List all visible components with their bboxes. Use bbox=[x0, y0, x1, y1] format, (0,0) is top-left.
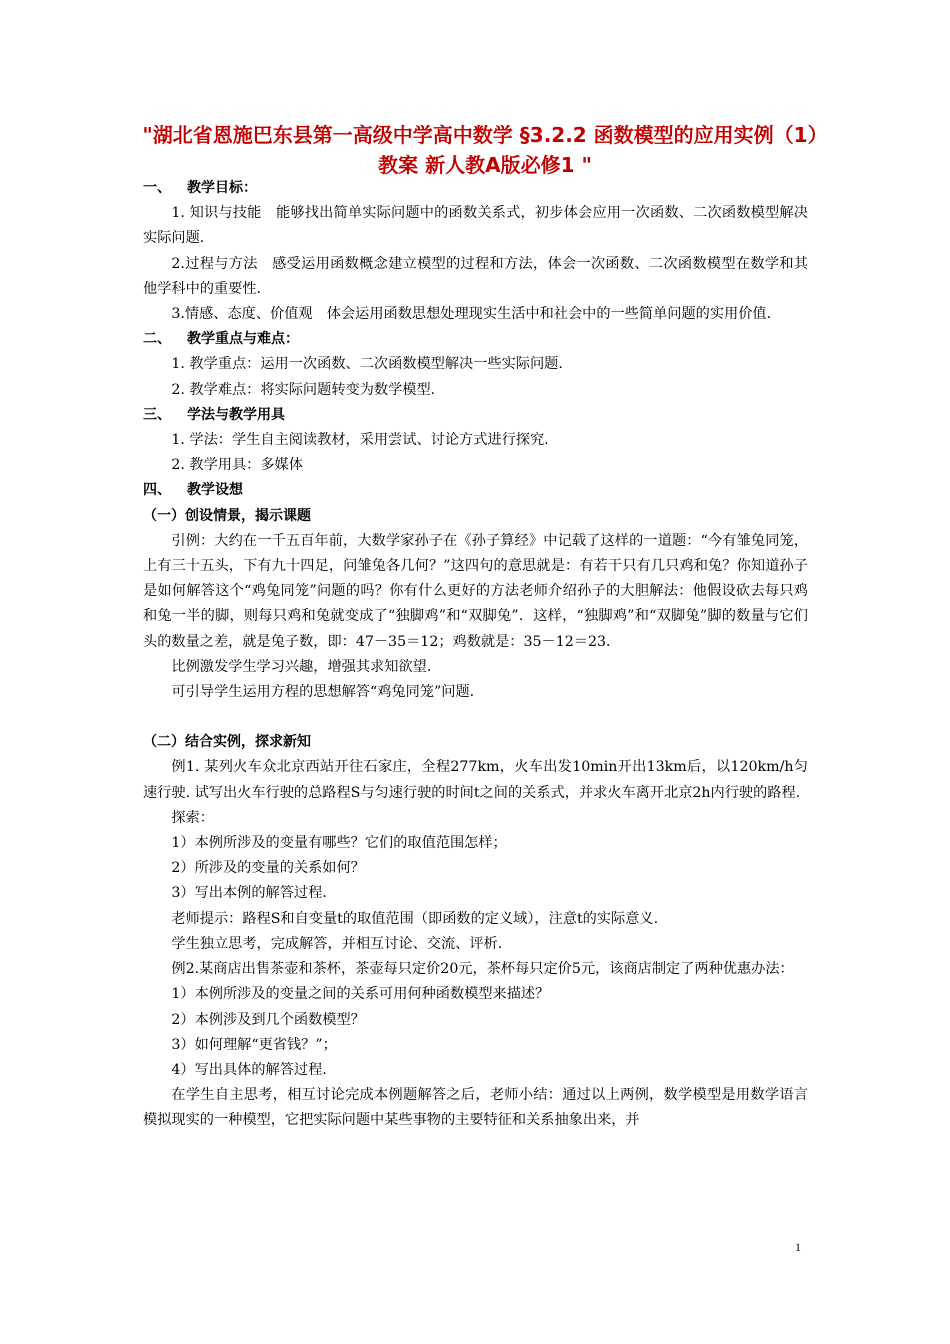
example-2-item: 1）本例所涉及的变量之间的关系可用何种函数模型来描述？ bbox=[171, 986, 550, 1003]
section-title: 学法与教学用具 bbox=[187, 406, 285, 423]
section-number: 三、 bbox=[143, 406, 171, 423]
section-heading-goals bbox=[143, 176, 808, 201]
paragraph: 可引导学生运用方程的思想解答“鸡兔同笼”问题. bbox=[171, 684, 475, 701]
page-number: 1 bbox=[795, 1240, 801, 1254]
section-heading-design bbox=[143, 478, 808, 503]
section-title: 教学重点与难点： bbox=[187, 331, 299, 348]
section-number: 一、 bbox=[143, 180, 171, 196]
example-2-item: 3）如何理解“更省钱？”； bbox=[171, 1036, 337, 1053]
example-1: 例1. 某列火车众北京西站开往石家庄，全程277km，火车出发10min开出13km后，以120km/h匀速行驶. 试写出火车行驶的总路程S与匀速行驶的时间t之间的关系式，并求火车离开北京2h内行驶的路程. bbox=[143, 759, 808, 801]
document-title: "湖北省恩施巴东县第一高级中学高中数学 §3.2.2 函数模型的应用实例（1）教案 新人教A版必修1 " bbox=[142, 123, 828, 177]
student-work: 学生独立思考，完成解答，并相互讨论、交流、评析. bbox=[171, 935, 503, 952]
teacher-hint: 老师提示：路程S和自变量t的取值范围（即函数的定义域），注意t的实际意义. bbox=[171, 910, 659, 927]
example-2: 例2.某商店出售茶壶和茶杯，茶壶每只定价20元，茶杯每只定价5元，该商店制定了两种优惠办法： bbox=[171, 961, 794, 978]
explore-label: 探索： bbox=[171, 809, 214, 826]
section-number: 四、 bbox=[143, 482, 171, 499]
section-heading-methods bbox=[143, 403, 808, 428]
key-point-item: 2. 教学难点：将实际问题转变为数学模型. bbox=[171, 381, 436, 398]
section-number: 二、 bbox=[143, 331, 171, 348]
example-2-item: 4）写出具体的解答过程. bbox=[171, 1061, 327, 1078]
paragraph-intro-example: 引例：大约在一千五百年前，大数学家孙子在《孙子算经》中记载了这样的一道题：“今有雏兔同笼，上有三十五头，下有九十四足，问雏兔各几何？”这四句的意思就是：有若干只有几只鸡和兔？你知道孙子是如何解答这个“鸡兔同笼”问题的吗？你有什么更好的方法老师介绍孙子的大胆解法：他假设砍去每只鸡和兔一半的脚，则每只鸡和兔就变成了“独脚鸡”和“双脚兔”．这样，“独脚鸡”和“双脚兔”脚的数量与它们头的数量之差，就是兔子数，即：47－35＝12；鸡数就是：35－12＝23. bbox=[143, 532, 808, 650]
subsection-heading-scenario: （一）创设情景，揭示课题 bbox=[143, 507, 311, 524]
goal-item: 1. 知识与技能 能够找出简单实际问题中的函数关系式，初步体会应用一次函数、二次函数模型解决实际问题. bbox=[143, 205, 808, 247]
method-item: 2. 教学用具：多媒体 bbox=[171, 457, 303, 474]
explore-item: 2）所涉及的变量的关系如何？ bbox=[171, 860, 365, 877]
document-body bbox=[143, 176, 808, 1134]
explore-item: 3）写出本例的解答过程. bbox=[171, 885, 327, 902]
spacer bbox=[143, 705, 808, 730]
paragraph: 比例激发学生学习兴趣，增强其求知欲望. bbox=[171, 658, 432, 675]
section-title: 教学设想 bbox=[187, 482, 243, 499]
method-item: 1. 学法：学生自主阅读教材，采用尝试、讨论方式进行探究. bbox=[171, 432, 549, 449]
section-title: 教学目标： bbox=[187, 180, 257, 196]
explore-item: 1）本例所涉及的变量有哪些？它们的取值范围怎样； bbox=[171, 835, 507, 852]
example-2-item: 2）本例涉及到几个函数模型？ bbox=[171, 1011, 365, 1028]
section-heading-key-points bbox=[143, 327, 808, 352]
goal-item: 2.过程与方法 感受运用函数概念建立模型的过程和方法，体会一次函数、二次函数模型在数学和其他学科中的重要性. bbox=[143, 255, 808, 297]
goal-item: 3.情感、态度、价值观 体会运用函数思想处理现实生活中和社会中的一些简单问题的实用价值. bbox=[171, 306, 772, 323]
subsection-heading-examples: （二）结合实例，探求新知 bbox=[143, 734, 311, 751]
key-point-item: 1. 教学重点：运用一次函数、二次函数模型解决一些实际问题. bbox=[171, 356, 563, 373]
teacher-summary: 在学生自主思考，相互讨论完成本例题解答之后，老师小结：通过以上两例，数学模型是用数学语言模拟现实的一种模型，它把实际问题中某些事物的主要特征和关系抽象出来，并 bbox=[143, 1087, 808, 1129]
